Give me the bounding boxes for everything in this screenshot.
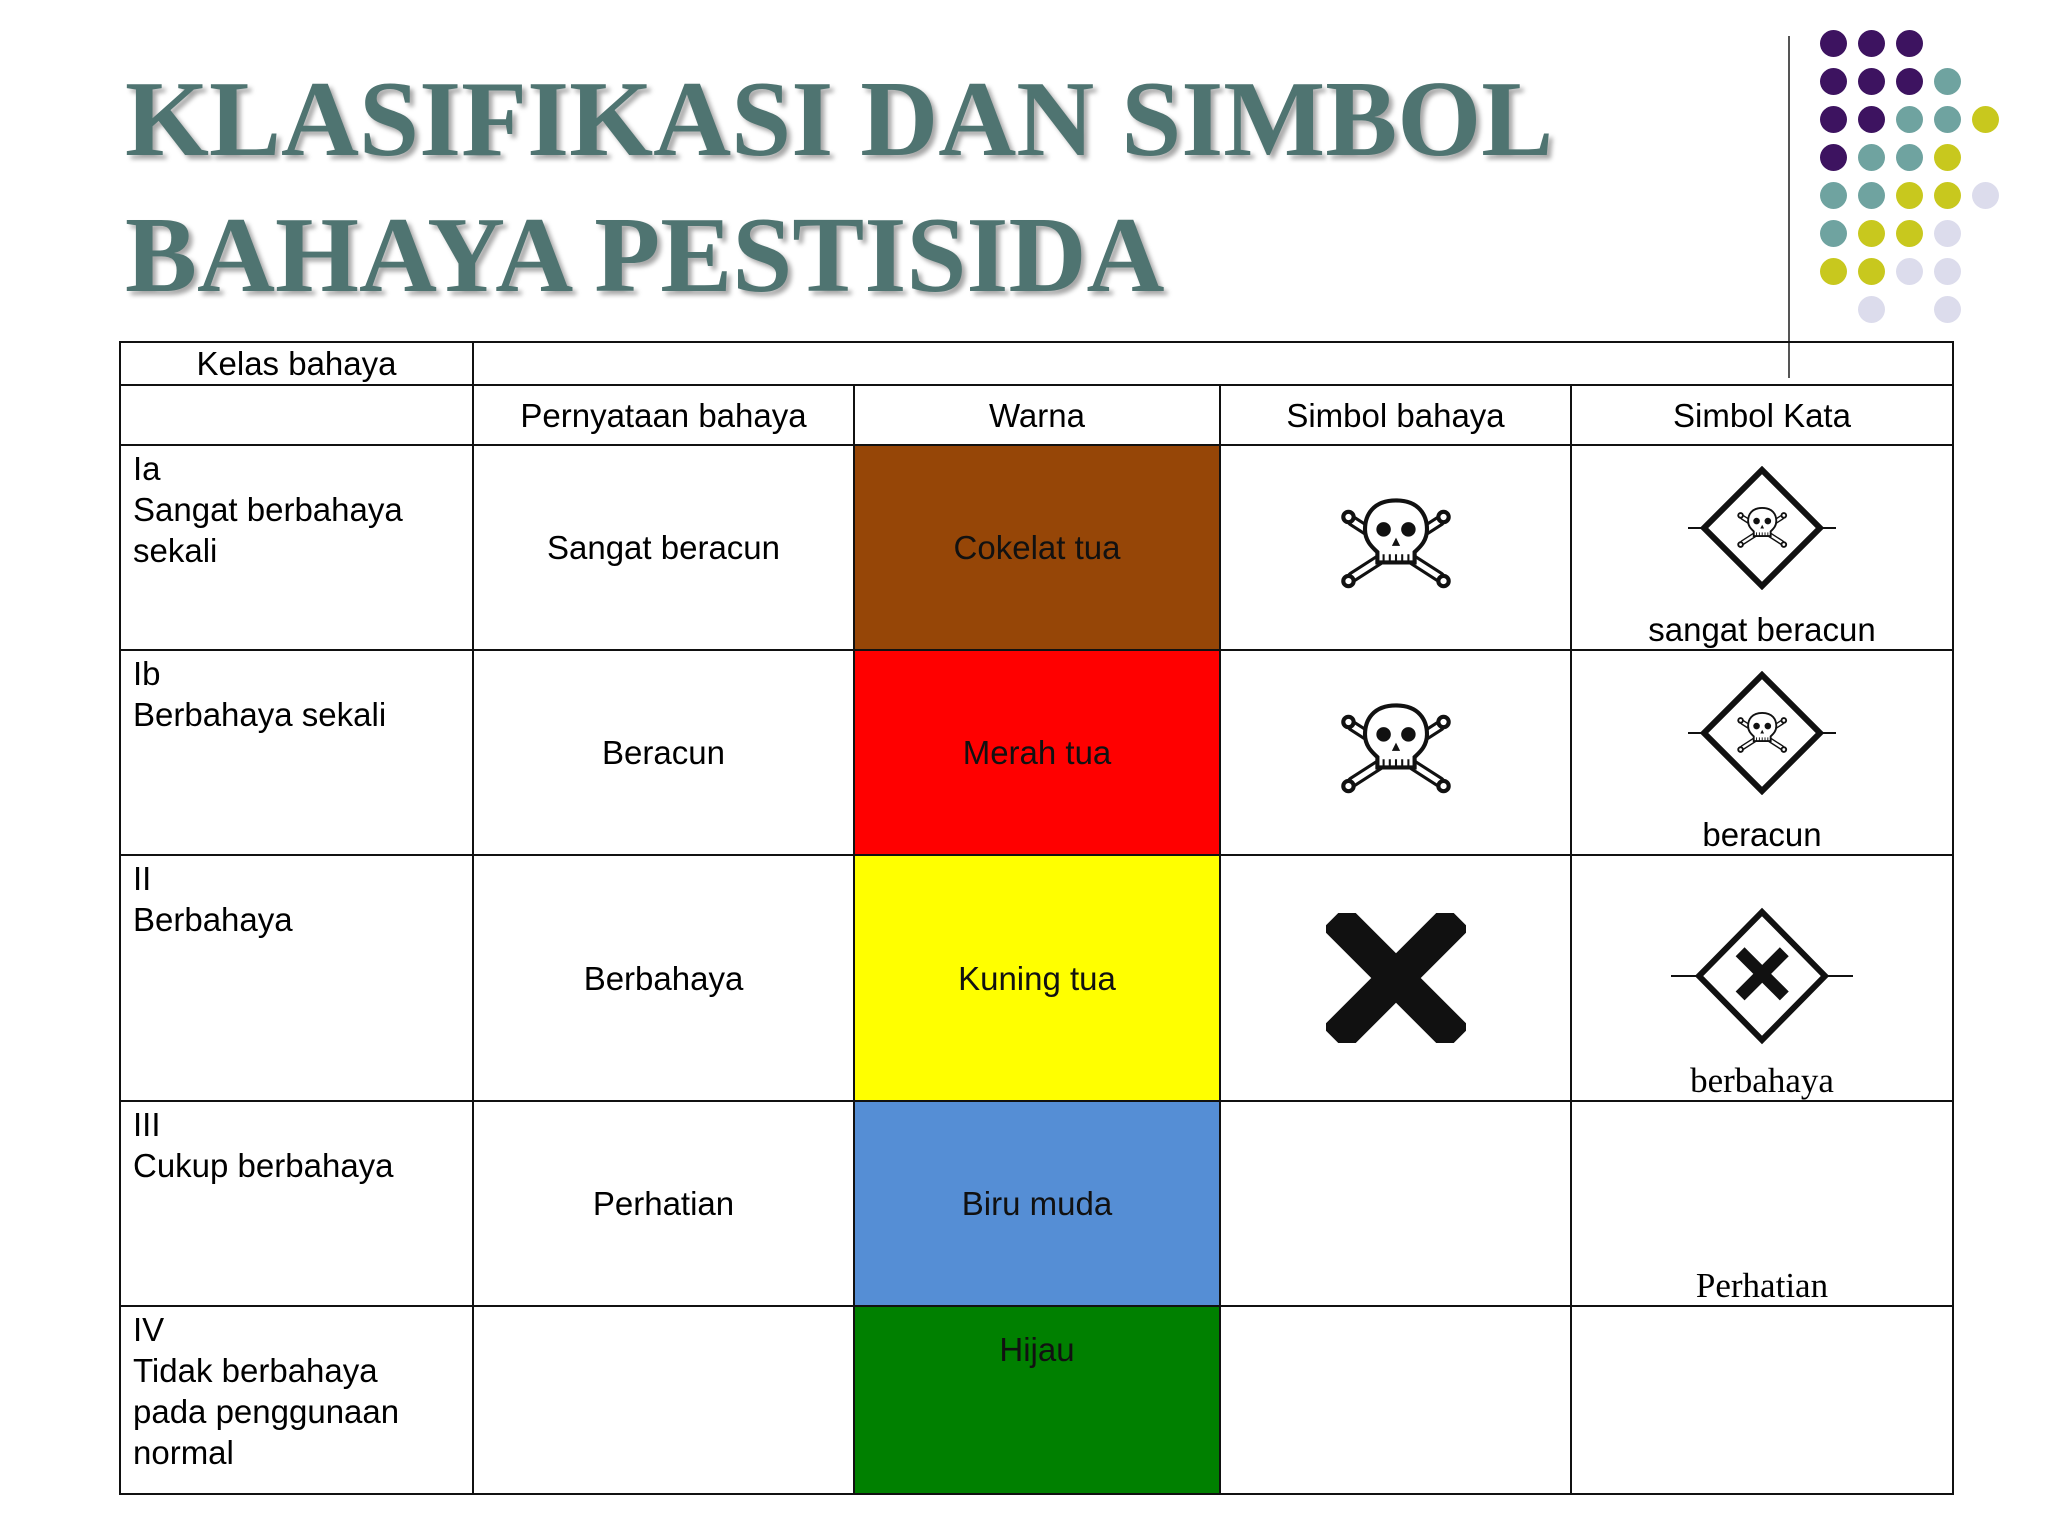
class-cell	[120, 855, 473, 1101]
word-symbol-cell	[1571, 445, 1953, 650]
decorative-dot	[1972, 106, 1999, 133]
decorative-dot	[1858, 182, 1885, 209]
symbol-cell	[1220, 855, 1571, 1101]
decorative-dot	[1858, 296, 1885, 323]
class-cell	[120, 445, 473, 650]
symbol-cell	[1220, 1101, 1571, 1306]
class-code: II	[133, 860, 152, 897]
decorative-dot	[1896, 258, 1923, 285]
header-simbol-bahaya: Simbol bahaya	[1220, 385, 1571, 445]
word-symbol-cell	[1571, 855, 1953, 1101]
class-code: III	[133, 1106, 161, 1143]
decorative-dot	[1858, 258, 1885, 285]
class-label: pada penggunaan	[133, 1393, 400, 1430]
table-row	[120, 1101, 1953, 1306]
word-symbol-cell	[1571, 1101, 1953, 1306]
table-row	[120, 445, 1953, 650]
decorative-dot	[1820, 144, 1847, 171]
color-cell: Kuning tua	[854, 855, 1220, 1101]
slide-title	[125, 52, 1553, 324]
x-cross-icon	[1326, 913, 1466, 1043]
decorative-dot	[1934, 258, 1961, 285]
decorative-dot	[1934, 68, 1961, 95]
color-cell: Cokelat tua	[854, 445, 1220, 650]
decorative-divider	[1788, 36, 1790, 378]
decorative-dot	[1820, 182, 1847, 209]
header-warna: Warna	[854, 385, 1220, 445]
word-symbol-cell	[1571, 650, 1953, 855]
class-cell	[120, 1101, 473, 1306]
table-row	[120, 855, 1953, 1101]
header-pernyataan: Pernyataan bahaya	[473, 385, 854, 445]
decorative-dot	[1820, 258, 1847, 285]
header-kelas-bahaya: Kelas bahaya	[120, 342, 473, 385]
decorative-dot	[1896, 182, 1923, 209]
class-label: Sangat berbahaya	[133, 491, 403, 528]
hazard-word: beracun	[1702, 816, 1822, 853]
symbol-cell	[1220, 650, 1571, 855]
skull-crossbones-icon	[1334, 496, 1458, 600]
hazard-classification-table	[119, 341, 1954, 1495]
title-line-2: BAHAYA PESTISIDA	[125, 196, 1165, 315]
class-label: normal	[133, 1434, 234, 1471]
decorative-dot	[1820, 106, 1847, 133]
decorative-dot	[1858, 68, 1885, 95]
color-cell: Merah tua	[854, 650, 1220, 855]
class-cell	[120, 1306, 473, 1494]
statement-cell: Sangat beracun	[473, 445, 854, 650]
decorative-dot	[1934, 182, 1961, 209]
decorative-dot	[1896, 30, 1923, 57]
statement-cell: Beracun	[473, 650, 854, 855]
decorative-dot	[1896, 144, 1923, 171]
class-label: Tidak berbahaya	[133, 1352, 378, 1389]
class-code: Ib	[133, 655, 161, 692]
statement-cell: Perhatian	[473, 1101, 854, 1306]
decorative-dot	[1858, 106, 1885, 133]
class-label: sekali	[133, 532, 218, 569]
skull-diamond-icon	[1682, 466, 1842, 590]
decorative-dot	[1896, 106, 1923, 133]
class-code: IV	[133, 1311, 165, 1348]
skull-diamond-icon	[1682, 671, 1842, 795]
word-symbol-cell	[1571, 1306, 1953, 1494]
decorative-dot	[1934, 220, 1961, 247]
table-row	[120, 1306, 1953, 1494]
decorative-dot	[1858, 220, 1885, 247]
class-label: Berbahaya sekali	[133, 696, 387, 733]
class-code: Ia	[133, 450, 161, 487]
hazard-word: Perhatian	[1695, 1266, 1829, 1305]
skull-crossbones-icon	[1334, 701, 1458, 805]
header-empty-span	[473, 342, 1953, 385]
statement-cell: Berbahaya	[473, 855, 854, 1101]
color-cell: Biru muda	[854, 1101, 1220, 1306]
decorative-dot	[1820, 68, 1847, 95]
decorative-dot	[1820, 220, 1847, 247]
hazard-word: sangat beracun	[1648, 611, 1876, 648]
x-diamond-icon	[1667, 906, 1857, 1046]
decorative-dot	[1858, 30, 1885, 57]
color-cell: Hijau	[854, 1306, 1220, 1494]
statement-cell	[473, 1306, 854, 1494]
symbol-cell	[1220, 445, 1571, 650]
decorative-dot	[1934, 296, 1961, 323]
header-empty-cell	[120, 385, 473, 445]
decorative-dot	[1896, 220, 1923, 247]
decorative-dot	[1934, 106, 1961, 133]
decorative-dot	[1972, 182, 1999, 209]
table-row	[120, 650, 1953, 855]
decorative-dot	[1820, 30, 1847, 57]
class-cell	[120, 650, 473, 855]
header-simbol-kata: Simbol Kata	[1571, 385, 1953, 445]
hazard-word: berbahaya	[1690, 1061, 1834, 1100]
class-label: Cukup berbahaya	[133, 1147, 394, 1184]
decorative-dot	[1896, 68, 1923, 95]
class-label: Berbahaya	[133, 901, 293, 938]
symbol-cell	[1220, 1306, 1571, 1494]
decorative-dot	[1934, 144, 1961, 171]
title-line-1: KLASIFIKASI DAN SIMBOL	[125, 60, 1554, 179]
decorative-dot	[1858, 144, 1885, 171]
